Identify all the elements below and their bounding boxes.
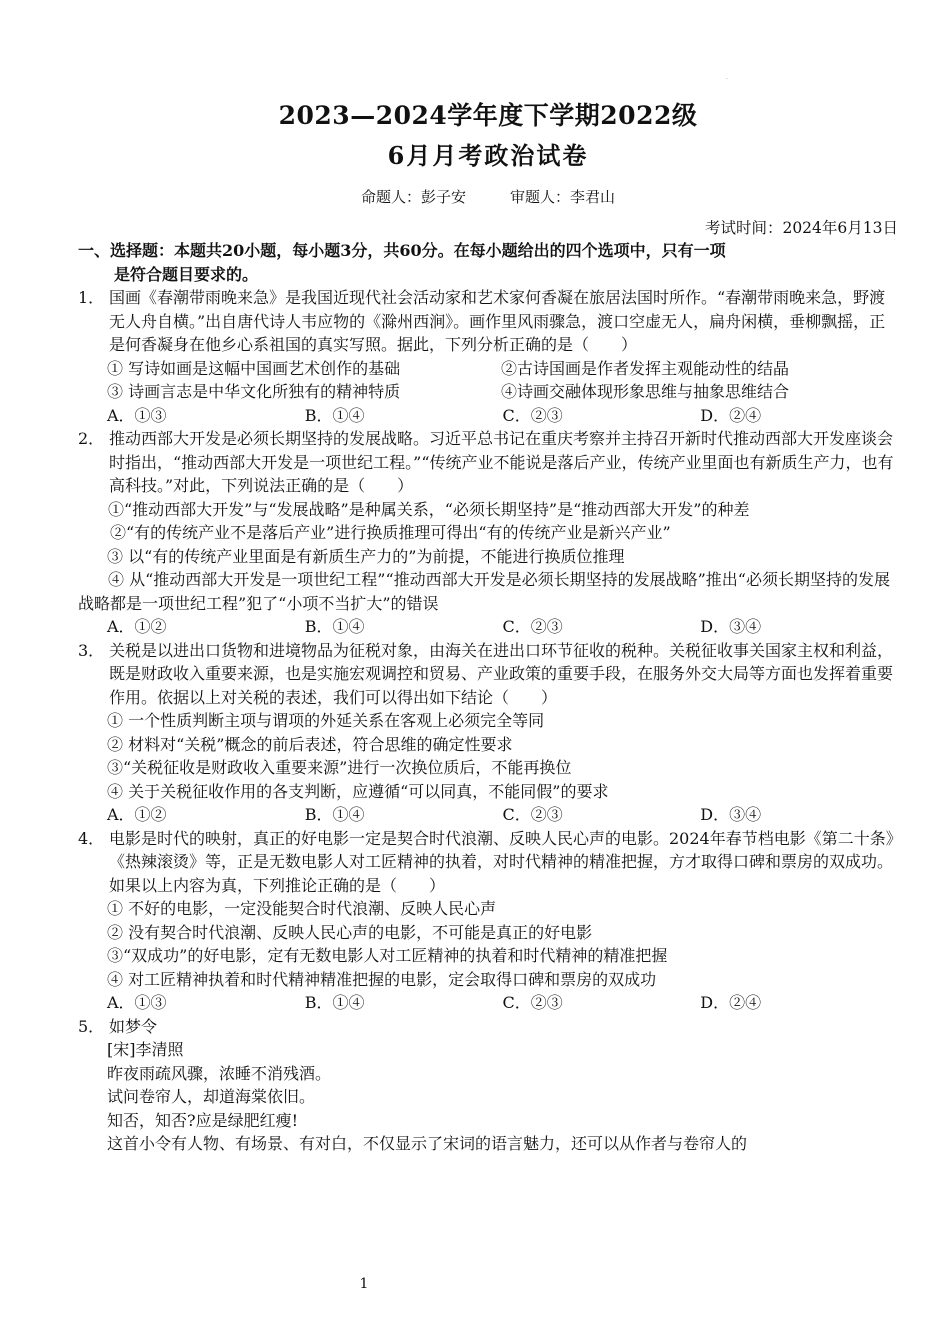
answer-choices [78, 615, 898, 639]
author-label: 命题人：彭子安 [360, 188, 466, 206]
choice-a[interactable]: A．①③ [107, 993, 167, 1012]
choice-d[interactable]: D．③④ [700, 617, 762, 636]
reviewer-label: 审题人：李君山 [510, 188, 616, 206]
question-number: 5． [78, 1016, 105, 1036]
choice-c[interactable]: C．②③ [502, 805, 563, 824]
scan-dot: · [726, 76, 728, 83]
statement-row: ① 写诗如画是这幅中国画艺术创作的基础 ②古诗国画是作者发挥主观能动性的结晶 [107, 358, 790, 378]
choice-b[interactable]: B．①④ [304, 805, 365, 824]
choice-d[interactable]: D．②④ [700, 405, 762, 425]
statement: ③“双成功”的好电影，定有无数电影人对工匠精神的执着和时代精神的精准把握 [107, 946, 668, 965]
statement: ①“推动西部大开发”与“发展战略”是种属关系，“必须长期坚持”是“推动西部大开发”的种差 [108, 499, 750, 519]
statement: ① 不好的电影，一定没能契合时代浪潮、反映人民心声 [107, 899, 497, 918]
question-3 [78, 639, 898, 710]
statement: ②“有的传统产业不是落后产业”进行换质推理可得出“有的传统产业是新兴产业” [110, 523, 671, 542]
statement: ④ 关于关税征收作用的各支判断，应遵循“可以同真，不能同假”的要求 [107, 781, 609, 801]
poem-title: 如梦令 [109, 1016, 158, 1036]
question-number: 1． [78, 288, 105, 307]
choice-b[interactable]: B．①④ [304, 617, 365, 636]
question-stem: 这首小令有人物、有场景、有对白，不仅显示了宋词的语言魅力，还可以从作者与卷帘人的 [107, 1134, 748, 1153]
question-2 [78, 427, 898, 498]
statement-row: ③ 诗画言志是中华文化所独有的精神特质 ④诗画交融体现形象思维与抽象思维结合 [107, 382, 790, 401]
question-number: 3． [78, 640, 105, 660]
choice-b[interactable]: B．①④ [304, 993, 365, 1012]
choice-b[interactable]: B．①④ [304, 405, 365, 425]
choice-a[interactable]: A．①③ [107, 405, 167, 425]
choice-d[interactable]: D．②④ [700, 993, 762, 1012]
statement: ③ 以“有的传统产业里面是有新质生产力的”为前提，不能进行换质位推理 [107, 546, 625, 566]
choice-c[interactable]: C．②③ [502, 405, 563, 425]
section-heading: 一、选择题：本题共20小题，每小题3分，共60分。在每小题给出的四个选项中，只有一项 是符合题目要求的。 [78, 241, 726, 284]
choice-c[interactable]: C．②③ [502, 617, 563, 636]
question-stem: 关税是以进出口货物和进境物品为征税对象，由海关在进出口环节征收的税种。关税征收事关国家主权和利益，既是财政收入重要来源，也是实施宏观调控和贸易、产业政策的重要手段，在服务外交大局等方面也发挥着重要作用。依据以上对关税的表述，我们可以得出如下结论（ ） [109, 640, 894, 707]
answer-choices [78, 404, 898, 428]
exam-title: 2023—2024学年度下学期2022级 [278, 101, 698, 130]
poem-line: 试问卷帘人，却道海棠依旧。 [107, 1087, 316, 1106]
statement: ② 材料对“关税”概念的前后表述，符合思维的确定性要求 [107, 734, 513, 754]
authors-line [0, 186, 950, 207]
choice-a[interactable]: A．①② [107, 805, 167, 824]
question-1 [78, 286, 898, 357]
exam-time: 考试时间：2024年6月13日 [704, 219, 898, 237]
question-number: 4． [78, 828, 105, 848]
statement: ④ 从“推动西部大开发是一项世纪工程”“推动西部大开发是必须长期坚持的发展战略”推出“必须长期坚持的发展战略都是一项世纪工程”犯了“小项不当扩大”的错误 [78, 570, 890, 613]
answer-choices [78, 803, 898, 827]
statement: ① 一个性质判断主项与谓项的外延关系在客观上必须完全等同 [107, 711, 545, 730]
question-stem: 推动西部大开发是必须长期坚持的发展战略。习近平总书记在重庆考察并主持召开新时代推动西部大开发座谈会时指出，“推动西部大开发是一项世纪工程。”“传统产业不能说是落后产业，传统产业里面也有新质生产力，也有高科技。”对此，下列说法正确的是（ ） [109, 429, 894, 495]
poem-author: [宋]李清照 [107, 1040, 184, 1059]
question-number: 2． [78, 429, 105, 448]
exam-subtitle: 6月月考政治试卷 [387, 141, 589, 170]
poem-line: 知否，知否?应是绿肥红瘦! [107, 1110, 299, 1130]
question-stem: 电影是时代的映射，真正的好电影一定是契合时代浪潮、反映人民心声的电影。2024年春节档电影《第二十条》《热辣滚烫》等，正是无数电影人对工匠精神的执着，对时代精神的精准把握，方才取得口碑和票房的双成功。如果以上内容为真，下列推论正确的是（ ） [109, 828, 894, 895]
question-5 [78, 1015, 898, 1039]
answer-choices [78, 991, 898, 1015]
statement: ② 没有契合时代浪潮、反映人民心声的电影，不可能是真正的好电影 [107, 922, 593, 942]
choice-c[interactable]: C．②③ [502, 993, 563, 1012]
poem-line: 昨夜雨疏风骤，浓睡不消残酒。 [107, 1063, 332, 1083]
statement: ③“关税征收是财政收入重要来源”进行一次换位质后，不能再换位 [107, 758, 572, 777]
question-stem: 国画《春潮带雨晚来急》是我国近现代社会活动家和艺术家何香凝在旅居法国时所作。“春潮带雨晚来急，野渡无人舟自横。”出自唐代诗人韦应物的《滁州西涧》。画作里风雨骤急，渡口空虚无人，扁舟闲横，垂柳飘摇，正是何香凝身在他乡心系祖国的真实写照。据此，下列分析正确的是（ ） [109, 288, 886, 354]
question-4 [78, 827, 898, 898]
statement: ④ 对工匠精神执着和时代精神精准把握的电影，定会取得口碑和票房的双成功 [107, 969, 657, 989]
choice-d[interactable]: D．③④ [700, 805, 762, 824]
page-number: 1 [359, 1276, 369, 1292]
choice-a[interactable]: A．①② [107, 617, 167, 636]
exam-content [78, 239, 898, 1156]
